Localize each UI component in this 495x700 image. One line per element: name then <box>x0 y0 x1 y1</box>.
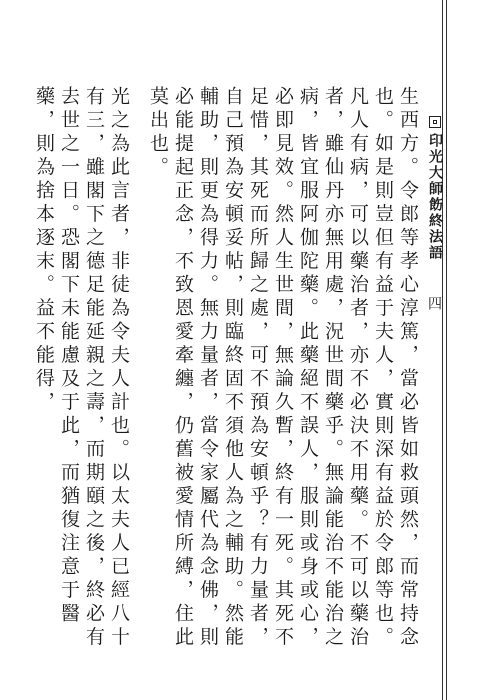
paragraph-2: 凡人有病，可以藥治者，亦不必決不用藥。不可以藥治者，雖仙丹亦無用處，況世間藥乎。無論能治不能治之病，皆宜服阿伽陀藥。此藥絕不誤人，服則或身或心，必即見效。然人生世間，無論久暫，終有一死。其死不足惜，其死而所歸之處，可不預為安頓乎？有力量者，自己預為安頓妥帖，則臨終固不須他人為之輔助。然能輔助，則更為得力。無力量者，當令家屬代為念佛，則必能提起正念，不致恩愛牽纏，仍舊被愛情所縛，住此莫出也。 <box>147 86 369 650</box>
paragraph-1: 生西方。令郎等孝心淳篤，當必皆如救頭然，而常持念也。如是則豈但有益于夫人，實則深有益於令郎等也。 <box>372 86 419 650</box>
square-seal-icon <box>429 116 441 128</box>
header-rule-inner <box>446 0 447 700</box>
header-rule-outer <box>442 0 443 700</box>
paragraph-3: 光之為此言者，非徒為令夫人計也。以太夫人已經八十有三，雖閣下之德足能延親之壽，而期頤之後，終必有去世之一日。恐閣下未能慮及于此，而猶復注意于醫藥，則為捨本逐末。益不能得， <box>33 86 130 650</box>
book-title: 印光大師飭終法語 <box>427 133 443 261</box>
page-number: 四 <box>426 296 442 310</box>
body-text <box>33 86 420 666</box>
running-header <box>426 116 444 261</box>
